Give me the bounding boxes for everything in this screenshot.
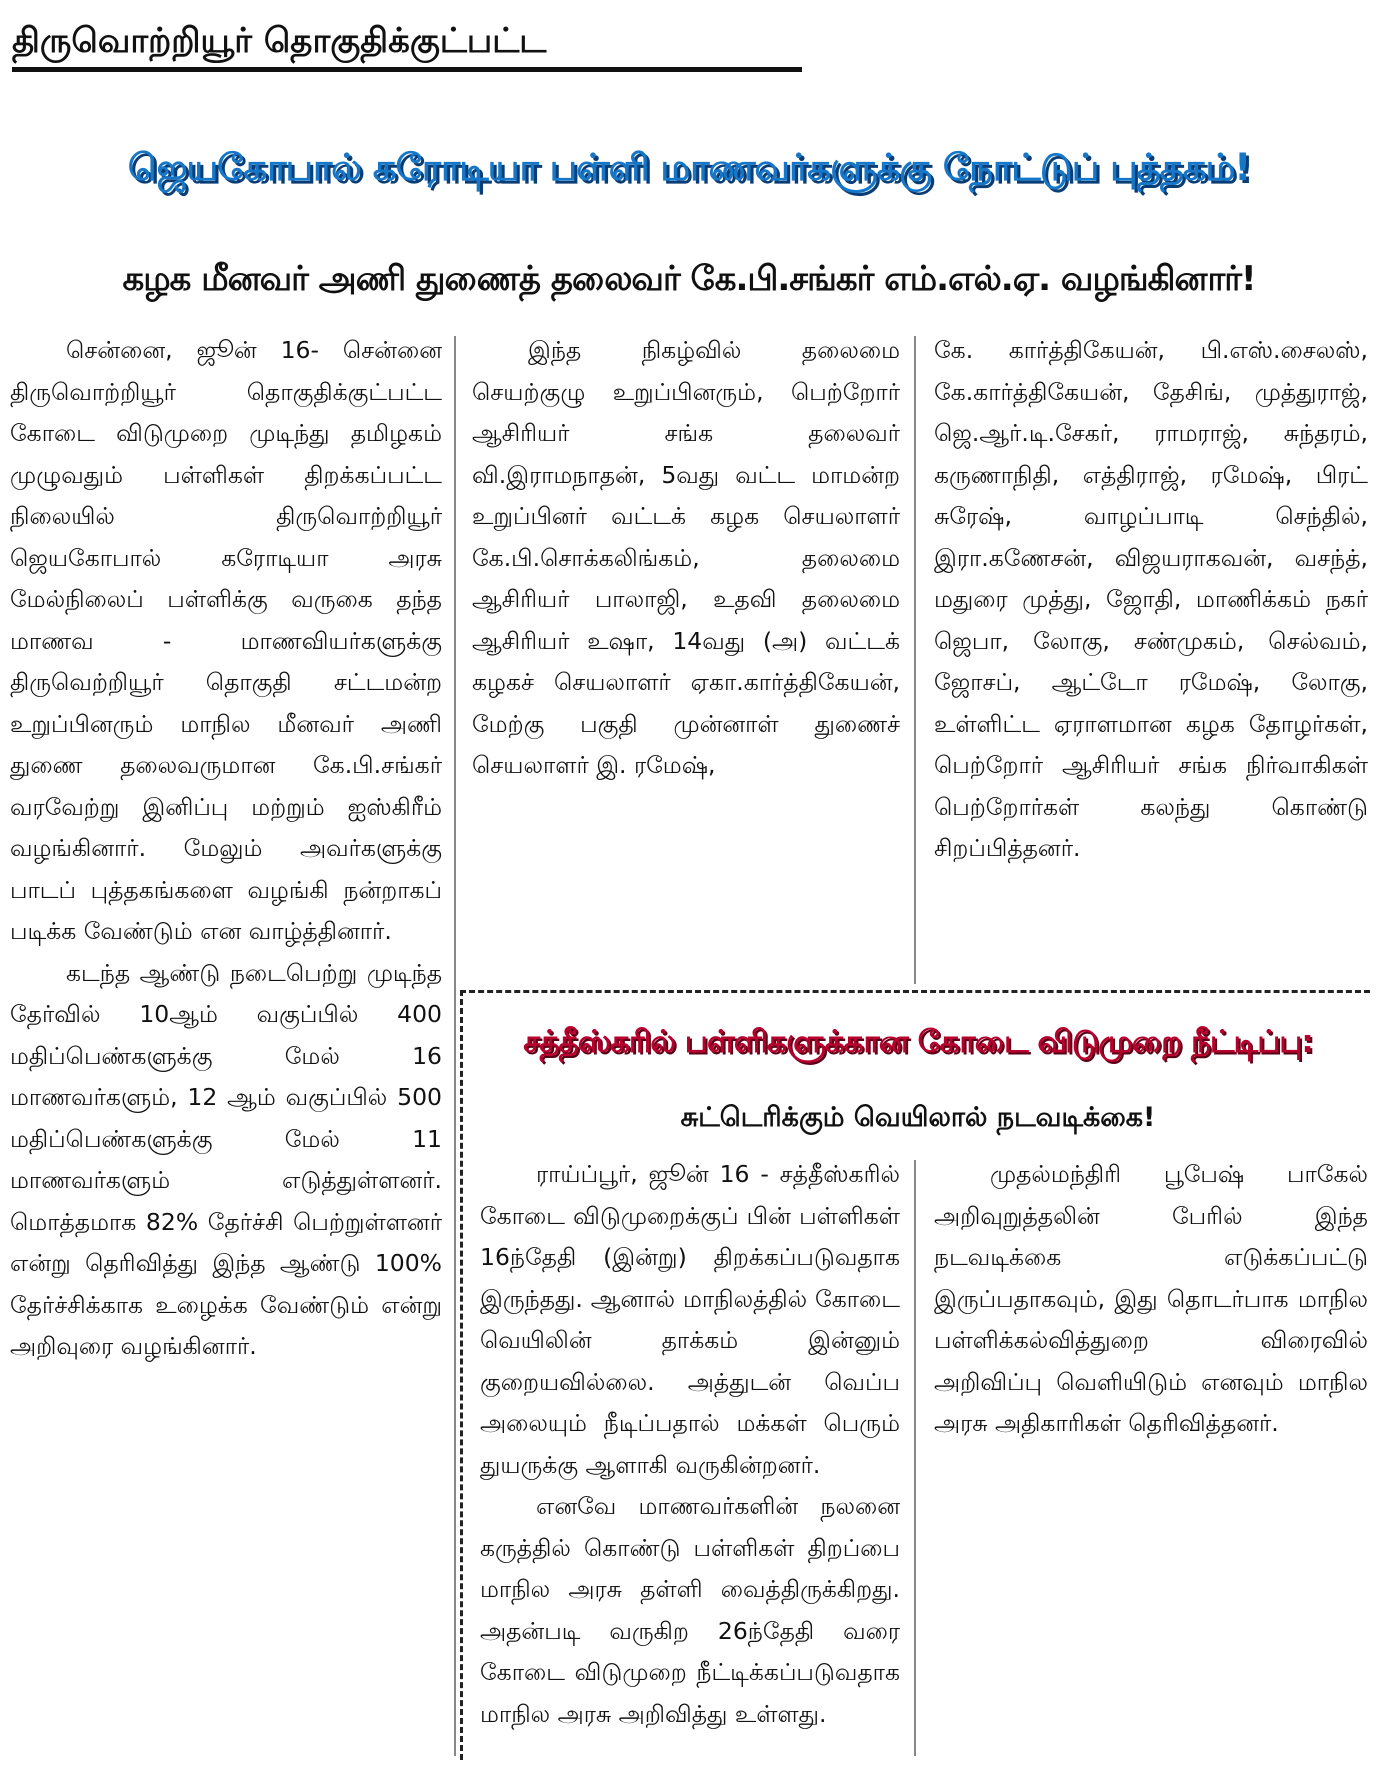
article2-border-top <box>460 990 1370 993</box>
article2-subheadline: சுட்டெரிக்கும் வெயிலால் நடவடிக்கை! <box>680 1102 1156 1133</box>
article2-paragraph-1: ராய்ப்பூர், ஜூன் 16 - சத்தீஸ்கரில் கோடை விடுமுறைக்குப் பின் பள்ளிகள் 16ந்தேதி (இன்று) திறக்கப்படுவதாக இருந்தது. ஆனால் மாநிலத்தில் கோடை வெயிலின் தாக்கம் இன்னும் குறையவில்லை. அத்துடன் வெப்ப அலையும் நீடிப்பதால் மக்கள் பெரும் துயருக்கு ஆளாகி வருகின்றனர். <box>480 1160 900 1479</box>
article1-paragraph-2: கடந்த ஆண்டு நடைபெற்று முடிந்த தேர்வில் 10ஆம் வகுப்பில் 400 மதிப்பெண்களுக்கு மேல் 16 மாணவர்களும், 12 ஆம் வகுப்பில் 500 மதிப்பெண்களுக்கு மேல் 11 மாணவர்களும் எடுத்துள்ளனர். மொத்தமாக 82% தேர்ச்சி பெற்றுள்ளனர் என்று தெரிவித்து இந்த ஆண்டு 100% தேர்ச்சிக்காக உழைக்க வேண்டும் என்று அறிவுரை வழங்கினார். <box>10 958 442 1360</box>
article2-paragraph-2: எனவே மாணவர்களின் நலனை கருத்தில் கொண்டு பள்ளிகள் திறப்பை மாநில அரசு தள்ளி வைத்திருக்கிறது. அதன்படி வருகிற 26ந்தேதி வரை கோடை விடுமுறை நீட்டிக்கப்படுவதாக மாநில அரசு அறிவித்து உள்ளது. <box>480 1492 900 1728</box>
column-divider <box>914 336 916 984</box>
article1-column-2 <box>472 330 900 990</box>
main-headline: ஜெயகோபால் கரோடியா பள்ளி மாணவர்களுக்கு நோட்டுப் புத்தகம்! <box>127 146 1251 189</box>
column-divider <box>454 336 456 1756</box>
article1-paragraph-4: கே. கார்த்திகேயன், பி.எஸ்.சைலஸ், கே.கார்த்திகேயன், தேசிங், முத்துராஜ், ஜெ.ஆர்.டி.சேகர், ராமராஜ், சுந்தரம், கருணாநிதி, எத்திராஜ், ரமேஷ், பிரட் சுரேஷ், வாழப்பாடி செந்தில், இரா.கணேசன், விஜயராகவன், வசந்த், மதுரை முத்து, ஜோதி, மாணிக்கம் நகர் ஜெபா, லோகு, சண்முகம், செல்வம், ஜோசப், ஆட்டோ ரமேஷ், லோகு, உள்ளிட்ட ஏராளமான கழக தோழர்கள், பெற்றோர் ஆசிரியர் சங்க நிர்வாகிகள் பெற்றோர்கள் கலந்து கொண்டு சிறப்பித்தனர். <box>934 336 1368 862</box>
column-divider <box>914 1160 916 1756</box>
main-subheadline: கழக மீனவர் அணி துணைத் தலைவர் கே.பி.சங்கர் எம்.எல்.ஏ. வழங்கினார்! <box>122 259 1256 299</box>
article2-column-2 <box>934 1154 1368 1758</box>
article1-column-1 <box>10 330 442 1755</box>
article2-headline: சத்தீஸ்கரில் பள்ளிகளுக்கான கோடை விடுமுறை நீட்டிப்பு: <box>523 1024 1313 1060</box>
kicker-title: திருவொற்றியூர் தொகுதிக்குட்பட்ட <box>12 10 802 72</box>
article1-column-3 <box>934 330 1368 990</box>
article1-paragraph-1: சென்னை, ஜூன் 16- சென்னை திருவொற்றியூர் தொகுதிக்குட்பட்ட கோடை விடுமுறை முடிந்து தமிழகம் முழுவதும் பள்ளிகள் திறக்கப்பட்ட நிலையில் திருவொற்றியூர் ஜெயகோபால் கரோடியா அரசு மேல்நிலைப் பள்ளிக்கு வருகை தந்த மாணவ - மாணவியர்களுக்கு திருவெற்றியூர் தொகுதி சட்டமன்ற உறுப்பினரும் மாநில மீனவர் அணி துணை தலைவருமான கே.பி.சங்கர் வரவேற்று இனிப்பு மற்றும் ஐஸ்கிரீம் வழங்கினார். மேலும் அவர்களுக்கு பாடப் புத்தகங்களை வழங்கி நன்றாகப் படிக்க வேண்டும் என வாழ்த்தினார். <box>10 336 442 945</box>
article2-paragraph-3: முதல்மந்திரி பூபேஷ் பாகேல் அறிவுறுத்தலின் பேரில் இந்த நடவடிக்கை எடுக்கப்பட்டு இருப்பதாகவும், இது தொடர்பாக மாநில பள்ளிக்கல்வித்துறை விரைவில் அறிவிப்பு வெளியிடும் எனவும் மாநில அரசு அதிகாரிகள் தெரிவித்தனர். <box>934 1160 1368 1437</box>
article1-paragraph-3: இந்த நிகழ்வில் தலைமை செயற்குழு உறுப்பினரும், பெற்றோர் ஆசிரியர் சங்க தலைவர் வி.இராமநாதன், 5வது வட்ட மாமன்ற உறுப்பினர் வட்டக் கழக செயலாளர் கே.பி.சொக்கலிங்கம், தலைமை ஆசிரியர் பாலாஜி, உதவி தலைமை ஆசிரியர் உஷா, 14வது (அ) வட்டக் கழகச் செயலாளர் ஏகா.கார்த்திகேயன், மேற்கு பகுதி முன்னாள் துணைச் செயலாளர் இ. ரமேஷ், <box>472 336 900 779</box>
article2-border-left <box>460 990 463 1760</box>
article2-column-1 <box>480 1154 900 1758</box>
